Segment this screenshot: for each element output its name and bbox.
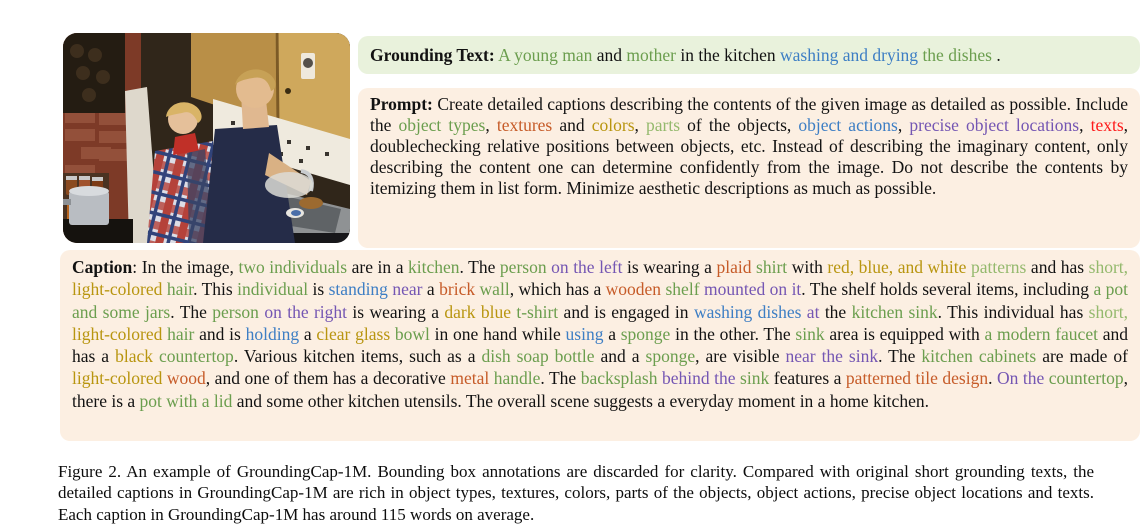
prompt-label: Prompt: [370, 94, 433, 114]
kitchen-photo-illustration [63, 33, 350, 243]
figure-caption: Figure 2. An example of GroundingCap-1M. Bounding box annotations are discarded for clarity. Compared with original short grounding texts, the detailed captions in GroundingCap-1M are rich in object types, textures, colors, parts of the objects, object actions, precise object locations and texts. Each caption in GroundingCap-1M has around 115 words on average. [58, 462, 1094, 524]
grounding-text-box [358, 36, 1140, 74]
grounding-text-label: Grounding Text: [370, 45, 495, 65]
prompt-content: Create detailed captions describing the contents of the given image as detailed as possible. Include the object types, textures and colors, parts of the objects, object actions, precise object locations, texts, doublechecking relative positions between objects, etc. Instead of describing the imaginary content, only describing the content one can determine confidently from the image. Do not describe the contents by itemizing them in list form. Minimize aesthetic descriptions as much as possible. [370, 94, 1129, 198]
grounding-text-content: A young man and mother in the kitchen washing and drying the dishes . [498, 45, 1001, 65]
prompt-box [358, 88, 1140, 248]
caption-content: : In the image, two individuals are in a kitchen. The person on the left is wearing a plaid shirt with red, blue, and white patterns and has short, light-colored hair. This individual is standing near a brick wall, which has a wooden shelf mounted on it. The shelf holds several items, including a pot and some jars. The person on the right is wearing a dark blue t-shirt and is engaged in washing dishes at the kitchen sink. This individual has short, light-colored hair and is holding a clear glass bowl in one hand while using a sponge in the other. The sink area is equipped with a modern faucet and has a black countertop. Various kitchen items, such as a dish soap bottle and a sponge, are visible near the sink. The kitchen cabinets are made of light-colored wood, and one of them has a decorative metal handle. The backsplash behind the sink features a patterned tile design. On the countertop, there is a pot with a lid and some other kitchen utensils. The overall scene suggests a everyday moment in a home kitchen. [72, 257, 1129, 411]
caption-label: Caption [72, 257, 133, 277]
kitchen-photo [63, 33, 350, 243]
caption-box [60, 250, 1140, 441]
